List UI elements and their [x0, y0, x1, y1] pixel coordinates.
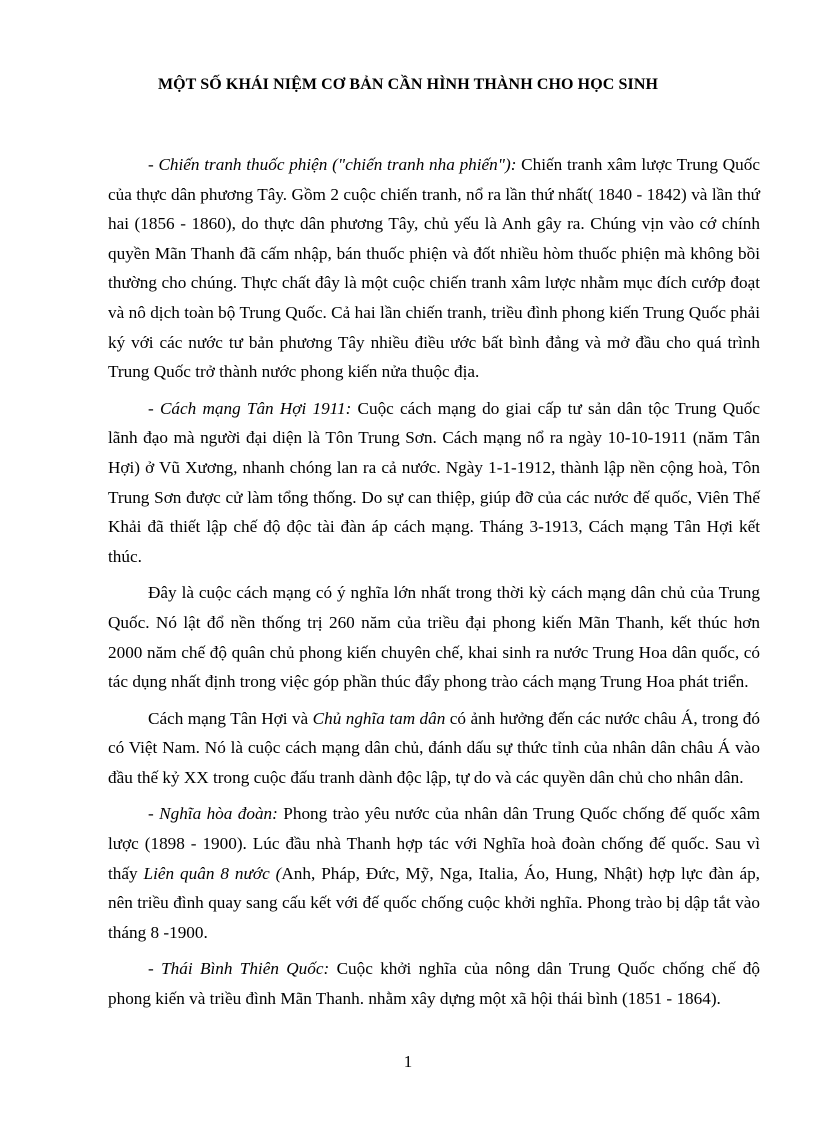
paragraph-taiping — [108, 954, 760, 1013]
paragraph-text: Cuộc khởi nghĩa của nông dân Trung Quốc chống chế độ phong kiến và triều đình Mãn Thanh. nhằm xây dựng một xã hội thái bình (1851 - 1864). — [108, 959, 760, 1009]
paragraph-opium-war — [108, 150, 760, 387]
paragraph-text: có ảnh hưởng đến các nước châu Á, trong đó có Việt Nam. Nó là cuộc cách mạng dân chủ, đánh dấu sự thức tỉnh của nhân dân châu Á vào đầu thế kỷ XX trong cuộc đấu tranh dành độc lập, tự do và các quyền dân chủ cho nhân dân. — [108, 708, 760, 787]
term-taiping: - Thái Bình Thiên Quốc: — [148, 959, 330, 979]
paragraph-three-principles — [108, 704, 760, 793]
document-body — [108, 150, 760, 1021]
paragraph-text: Cuộc cách mạng do giai cấp tư sản dân tộc Trung Quốc lãnh đạo mà người đại diện là Tôn Trung Sơn. Cách mạng nổ ra ngày 10-10-1911 (năm Tân Hợi) ở Vũ Xương, nhanh chóng lan ra cả nước. Ngày 1-1-1912, thành lập nền cộng hoà, Tôn Trung Sơn được cử làm tổng thống. Do sự can thiệp, giúp đỡ của các nước đế quốc, Viên Thế Khải đã thiết lập chế độ độc tài đàn áp cách mạng. Tháng 3-1913, Cách mạng Tân Hợi kết thúc. — [108, 398, 760, 566]
term-opium-war: - Chiến tranh thuốc phiện ("chiến tranh nha phiến"): — [148, 155, 517, 174]
page-number: 1 — [403, 1052, 413, 1071]
paragraph-text: Phong trào yêu nước của nhân dân Trung Quốc chống đế quốc xâm lược (1898 - 1900). Lúc đầu nhà Thanh hợp tác với Nghĩa hoà đoàn chống đế quốc. Sau vì thấy — [108, 804, 760, 883]
term-xinhai-revolution: - Cách mạng Tân Hợi 1911: — [148, 398, 352, 418]
term-boxer-rebellion: - Nghĩa hòa đoàn: — [148, 804, 278, 824]
paragraph-text-continued: Anh, Pháp, Đức, Mỹ, Nga, Italia, Áo, Hung, Nhật) hợp lực đàn áp, nên triều đình quay sang cấu kết với đế quốc chống cuộc khởi nghĩa. Phong trào bị dập tắt vào tháng 8 -1900. — [108, 863, 760, 942]
paragraph-text: Đây là cuộc cách mạng có ý nghĩa lớn nhất trong thời kỳ cách mạng dân chủ của Trung Quốc. Nó lật đổ nền thống trị 260 năm của triều đại phong kiến Mãn Thanh, kết thúc hơn 2000 năm chế độ quân chủ phong kiến chuyên chế, khai sinh ra nước Trung Hoa dân quốc, có tác dụng nhất định trong việc góp phần thúc đẩy phong trào cách mạng Trung Hoa phát triển. — [108, 583, 760, 692]
paragraph-text: Chiến tranh xâm lược Trung Quốc của thực dân phương Tây. Gồm 2 cuộc chiến tranh, nổ ra lần thứ nhất( 1840 - 1842) và lần thứ hai (1856 - 1860), do thực dân phương Tây, chủ yếu là Anh gây ra. Chúng vịn vào cớ chính quyền Mãn Thanh đã cấm nhập, bán thuốc phiện và đốt nhiều hòm thuốc phiện mà không bồi thường cho chúng. Thực chất đây là một cuộc chiến tranh xâm lược nhằm mục đích cướp đoạt và nô dịch toàn bộ Trung Quốc. Cả hai lần chiến tranh, triều đình phong kiến Trung Quốc phải ký với các nước tư bản phương Tây nhiều điều ước bất bình đẳng và mở đầu cho quá trình Trung Quốc trở thành nước phong kiến nửa thuộc địa. — [108, 155, 760, 382]
term-three-principles: Chủ nghĩa tam dân — [312, 708, 446, 728]
paragraph-xinhai-revolution — [108, 394, 760, 572]
paragraph-xinhai-significance — [108, 578, 760, 696]
paragraph-text-before: Cách mạng Tân Hợi và — [148, 708, 313, 728]
term-eight-nation-alliance: Liên quân 8 nước ( — [143, 863, 282, 883]
paragraph-boxer-rebellion — [108, 799, 760, 947]
document-title: MỘT SỐ KHÁI NIỆM CƠ BẢN CẦN HÌNH THÀNH CHO HỌC SINH — [157, 76, 659, 93]
